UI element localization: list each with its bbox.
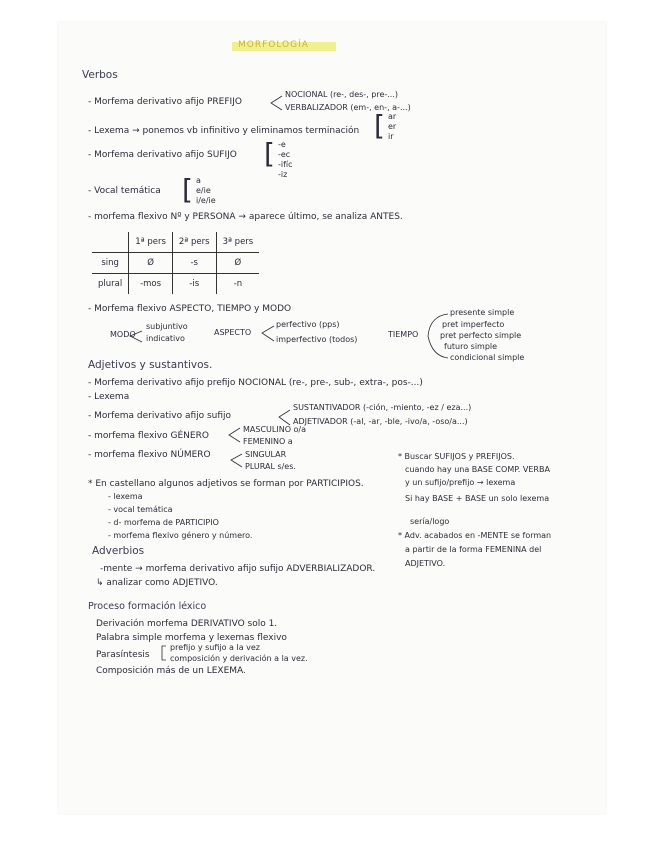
sufijo-e: -e [278, 140, 286, 149]
numero-plural: PLURAL s/es. [245, 462, 296, 471]
proceso-parasintesis-label: Parasíntesis [96, 650, 150, 660]
aspecto-imperfectivo: imperfectivo (todos) [276, 335, 358, 344]
terminacion-er: er [388, 122, 397, 131]
aspecto-perfectivo: perfectivo (pps) [276, 320, 340, 329]
table-cell: -mos [129, 274, 173, 295]
side-note-1: y un sufijo/prefijo → lexema [405, 478, 516, 487]
side-note-2: ADJETIVO. [405, 559, 446, 568]
vocal-a: a [196, 176, 201, 185]
modo-subjuntivo: subjuntivo [146, 322, 188, 331]
conjugation-table [92, 232, 259, 294]
adj-line-lexema: - Lexema [88, 392, 130, 402]
proceso-item: Derivación morfema DERIVATIVO solo 1. [96, 619, 278, 629]
table-header: 3ª pers [216, 232, 259, 253]
side-note-1: cuando hay una BASE COMP. VERBA [405, 465, 550, 474]
adj-line-prefijo: - Morfema derivativo afijo prefijo NOCIONAL (re-, pre-, sub-, extra-, pos-...) [88, 378, 423, 388]
verbos-line-aspecto: - Morfema flexivo ASPECTO, TIEMPO y MODO [88, 304, 292, 314]
table-cell: -s [172, 253, 216, 274]
verbos-line-vocal: - Vocal temática [88, 186, 161, 196]
tiempo-pret-imperfecto: pret imperfecto [442, 320, 505, 329]
participio-item: - d- morfema de PARTICIPIO [108, 518, 219, 527]
table-row-label: plural [92, 274, 129, 295]
genero-masculino: MASCULINO o/a [243, 425, 307, 434]
verbos-line-lexema: - Lexema → ponemos vb infinitivo y eliminamos terminación [88, 126, 360, 136]
brace-sufijos: [ [264, 137, 275, 170]
side-note-1: sería/logo [410, 517, 450, 526]
sufijo-iz: -iz [278, 170, 288, 179]
vocal-i: i/e/ie [196, 196, 216, 205]
table-cell: Ø [216, 253, 259, 274]
sufijo-ific: -ifíc [278, 160, 293, 169]
modo-indicativo: indicativo [146, 334, 185, 343]
brace-vocales: [ [182, 173, 193, 206]
section-heading-verbos: Verbos [82, 69, 118, 81]
terminacion-ir: ir [388, 132, 394, 141]
section-heading-proceso: Proceso formación léxico [88, 601, 207, 612]
numero-singular: SINGULAR [245, 450, 287, 459]
proceso-item: Palabra simple morfema y lexemas flexivo [96, 633, 287, 643]
table-header: 2ª pers [172, 232, 216, 253]
adj-sustantivador: SUSTANTIVADOR (-ción, -miento, -ez / eza...) [293, 403, 472, 412]
side-note-2: a partir de la forma FEMENINA del [405, 545, 542, 554]
proceso-item: Composición más de un LEXEMA. [96, 666, 246, 676]
verbos-prefijo-nocional: NOCIONAL (re-, des-, pre-...) [285, 90, 398, 99]
adv-line-analizar: ↳ analizar como ADJETIVO. [96, 578, 218, 588]
participio-item: - morfema flexivo género y número. [108, 531, 253, 540]
label-modo: MODO [110, 330, 136, 339]
verbos-line-sufijo: - Morfema derivativo afijo SUFIJO [88, 150, 237, 160]
brace-terminaciones: [ [374, 109, 385, 142]
section-heading-adverbios: Adverbios [92, 545, 145, 557]
tiempo-pret-perfecto: pret perfecto simple [440, 331, 522, 340]
parasintesis-opt: composición y derivación a la vez. [170, 654, 308, 663]
label-aspecto: ASPECTO [214, 328, 252, 337]
table-header: 1ª pers [129, 232, 173, 253]
tiempo-presente: presente simple [450, 308, 515, 317]
table-row-label: sing [92, 253, 129, 274]
verbos-line-prefijo: - Morfema derivativo afijo PREFIJO [88, 97, 242, 107]
side-note-1: * Buscar SUFIJOS y PREFIJOS. [398, 452, 515, 461]
tiempo-condicional: condicional simple [450, 353, 525, 362]
table-cell [92, 232, 129, 253]
genero-femenino: FEMENINO a [243, 437, 293, 446]
label-tiempo: TIEMPO [388, 330, 419, 339]
table-cell: Ø [129, 253, 173, 274]
terminacion-ar: ar [388, 112, 397, 121]
parasintesis-opt: prefijo y sufijo a la vez [170, 643, 260, 652]
participio-item: - lexema [108, 492, 143, 501]
adj-line-genero: - morfema flexivo GÉNERO [88, 431, 209, 441]
verbos-prefijo-verbalizador: VERBALIZADOR (em-, en-, a-...) [285, 103, 411, 112]
table-cell: -n [216, 274, 259, 295]
page-title: MORFOLOGÍA [238, 40, 309, 50]
tiempo-futuro: futuro simple [444, 342, 498, 351]
adv-line-mente: -mente → morfema derivativo afijo sufijo ADVERBIALIZADOR. [100, 564, 376, 574]
participio-item: - vocal temática [108, 505, 173, 514]
vocal-e: e/ie [196, 186, 211, 195]
section-heading-adjetivos: Adjetivos y sustantivos. [88, 359, 213, 371]
adj-line-sufijo: - Morfema derivativo afijo sufijo [88, 411, 232, 421]
adj-participios-note: * En castellano algunos adjetivos se forman por PARTICIPIOS. [88, 479, 364, 489]
sufijo-ec: -ec [278, 150, 291, 159]
adj-line-numero: - morfema flexivo NÚMERO [88, 450, 211, 460]
table-cell: -is [172, 274, 216, 295]
verbos-line-persona: - morfema flexivo Nº y PERSONA → aparece último, se analiza ANTES. [88, 212, 403, 222]
adj-adjetivador: ADJETIVADOR (-al, -ar, -ble, -ivo/a, -oso/a...) [293, 417, 468, 426]
side-note-2: * Adv. acabados en -MENTE se forman [398, 531, 552, 540]
side-note-1: Si hay BASE + BASE un solo lexema [405, 494, 550, 503]
